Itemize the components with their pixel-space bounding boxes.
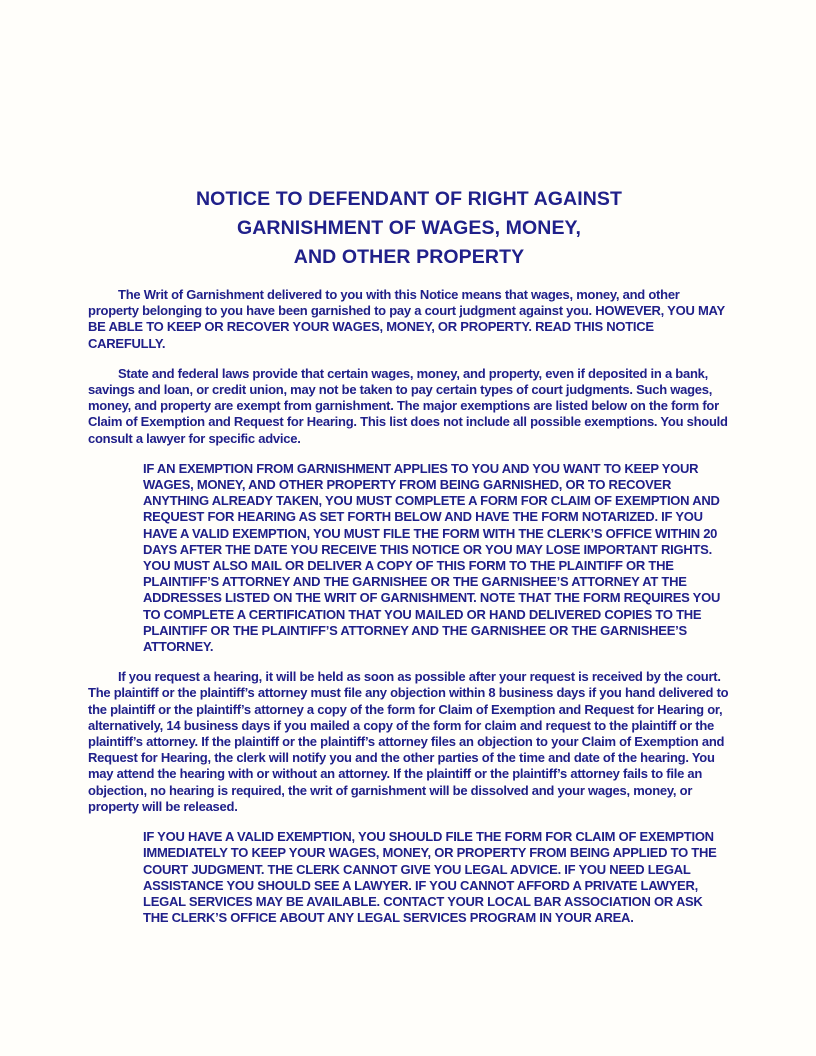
document-title <box>88 185 730 272</box>
paragraph-exemption-laws: State and federal laws provide that certain wages, money, and property, even if deposited in a bank, savings and loan, or credit union, may not be taken to pay certain types of court judgments. Such wages, money, and property are exempt from garnishment. The major exemptions are listed below on the form for Claim of Exemption and Request for Hearing. This list does not include all possible exemptions. You should consult a lawyer for specific advice. <box>88 365 728 446</box>
paragraph-writ-intro: The Writ of Garnishment delivered to you with this Notice means that wages, money, and other property belonging to you have been garnished to pay a court judgment against you. HOWEVER, YOU MAY BE ABLE TO KEEP OR RECOVER YOUR WAGES, MONEY, OR PROPERTY. READ THIS NOTICE CAREFULLY. <box>88 287 725 351</box>
title-line-3: AND OTHER PROPERTY <box>293 246 525 268</box>
block-file-immediately-advice: IF YOU HAVE A VALID EXEMPTION, YOU SHOULD FILE THE FORM FOR CLAIM OF EXEMPTION IMMEDIATELY TO KEEP YOUR WAGES, MONEY, OR PROPERTY FROM BEING APPLIED TO THE COURT JUDGMENT. THE CLERK CANNOT GIVE YOU LEGAL ADVICE. IF YOU NEED LEGAL ASSISTANCE YOU SHOULD SEE A LAWYER. IF YOU CANNOT AFFORD A PRIVATE LAWYER, LEGAL SERVICES MAY BE AVAILABLE. CONTACT YOUR LOCAL BAR ASSOCIATION OR ASK THE CLERK’S OFFICE ABOUT ANY LEGAL SERVICES PROGRAM IN YOUR AREA. <box>143 829 717 926</box>
title-line-1: NOTICE TO DEFENDANT OF RIGHT AGAINST <box>195 188 623 210</box>
paragraph-hearing-process: If you request a hearing, it will be held as soon as possible after your request is received by the court. The plaintiff or the plaintiff’s attorney must file any objection within 8 business days if you hand delivered to the plaintiff or the plaintiff’s attorney a copy of the form for Claim of Exemption and Request for Hearing or, alternatively, 14 business days if you mailed a copy of the form for claim and request to the plaintiff or the plaintiff’s attorney. If the plaintiff or the plaintiff’s attorney files an objection to your Claim of Exemption and Request for Hearing, the clerk will notify you and the other parties of the time and date of the hearing. You may attend the hearing with or without an attorney. If the plaintiff or the plaintiff’s attorney fails to file an objection, no hearing is required, the writ of garnishment will be dissolved and your wages, money, or property will be released. <box>88 669 729 814</box>
title-line-2: GARNISHMENT OF WAGES, MONEY, <box>236 217 582 239</box>
document-content <box>88 185 730 940</box>
block-claim-exemption-instructions: IF AN EXEMPTION FROM GARNISHMENT APPLIES TO YOU AND YOU WANT TO KEEP YOUR WAGES, MONEY, AND OTHER PROPERTY FROM BEING GARNISHED, OR TO RECOVER ANYTHING ALREADY TAKEN, YOU MUST COMPLETE A FORM FOR CLAIM OF EXEMPTION AND REQUEST FOR HEARING AS SET FORTH BELOW AND HAVE THE FORM NOTARIZED. IF YOU HAVE A VALID EXEMPTION, YOU MUST FILE THE FORM WITH THE CLERK’S OFFICE WITHIN 20 DAYS AFTER THE DATE YOU RECEIVE THIS NOTICE OR YOU MAY LOSE IMPORTANT RIGHTS. YOU MUST ALSO MAIL OR DELIVER A COPY OF THIS FORM TO THE PLAINTIFF OR THE PLAINTIFF’S ATTORNEY AND THE GARNISHEE OR THE GARNISHEE’S ATTORNEY AT THE ADDRESSES LISTED ON THE WRIT OF GARNISHMENT. NOTE THAT THE FORM REQUIRES YOU TO COMPLETE A CERTIFICATION THAT YOU MAILED OR HAND DELIVERED COPIES TO THE PLAINTIFF OR THE PLAINTIFF’S ATTORNEY AND THE GARNISHEE OR THE GARNISHEE’S ATTORNEY. <box>143 460 721 655</box>
